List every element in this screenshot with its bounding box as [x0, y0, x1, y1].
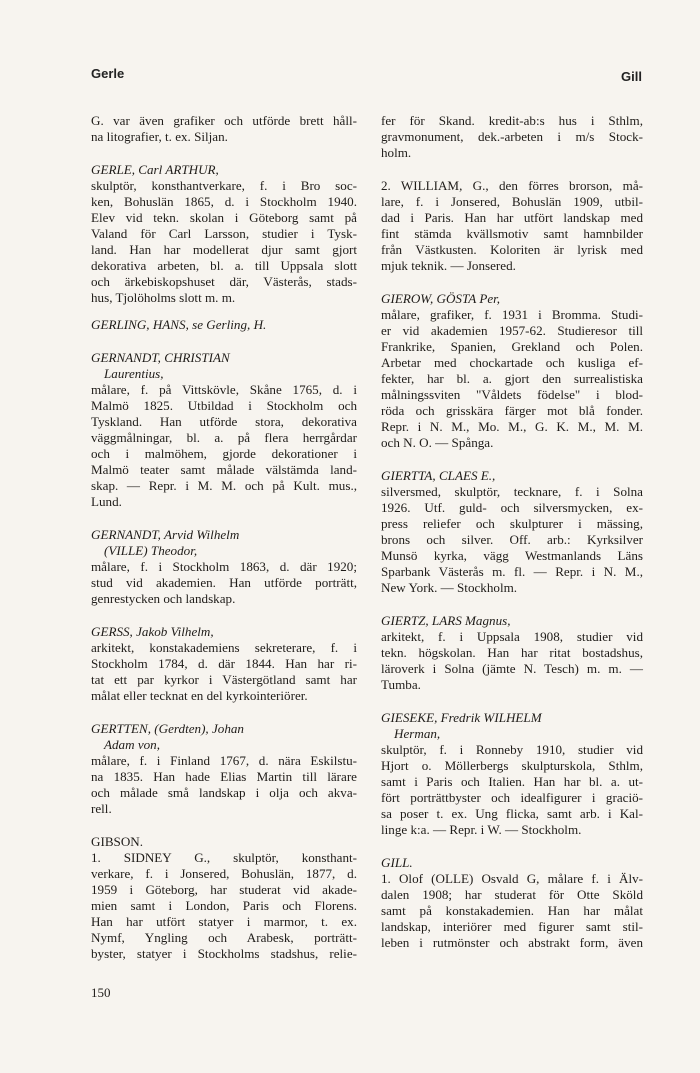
text-line: linge k:a. — Repr. i W. — Stockholm. — [381, 822, 582, 837]
text-line: 1. SIDNEY G., skulptör, konsthant- — [91, 850, 357, 865]
left-column — [91, 113, 357, 962]
text-line: 1. Olof (OLLE) Osvald G, målare f. i Älv- — [381, 871, 643, 886]
text-line: och målade små landskap i olja och akva- — [91, 785, 357, 800]
text-line: brons och silver. Off. arb.: Kyrksilver — [381, 532, 643, 547]
entry-heading: GIEROW, GÖSTA Per, — [381, 291, 501, 306]
entry-heading: GIERTZ, LARS Magnus, — [381, 613, 511, 628]
text-line: läroverk i Solna (jämte N. Tesch) m. m. — — [381, 661, 643, 676]
text-line: holm. — [381, 145, 412, 160]
entry-heading: GERLING, HANS, se Gerling, H. — [91, 317, 267, 332]
text-line: och i malmöhem, gjorde dekorationer i — [91, 446, 357, 461]
page-number: 150 — [91, 985, 111, 1000]
text-line: fört porträttbyster och idealfigurer i graciö- — [381, 790, 643, 805]
text-line: Tumba. — [381, 677, 421, 692]
text-line: målare, f. i Finland 1767, d. nära Eskilstu- — [91, 753, 357, 768]
text-line: landskap, interiörer med figurer samt stil- — [381, 919, 643, 934]
text-line: Malmö 1825. Utbildad i Stockholm och — [91, 398, 357, 413]
text-line: samt i Paris och Italien. Han har bl. a. ut- — [381, 774, 643, 789]
text-line: gravmonument, dek.-arbeten i m/s Stock- — [381, 129, 643, 144]
entry-heading: GILL. — [381, 855, 413, 870]
text-line: Valand för Carl Larsson, studier i Tysk- — [91, 226, 357, 241]
text-line: land. Han har modellerat djur samt gjort — [91, 242, 357, 257]
text-line: G. var även grafiker och utförde brett håll- — [91, 113, 357, 128]
entry-heading: (VILLE) Theodor, — [104, 543, 198, 558]
entry-heading: GERNANDT, CHRISTIAN — [91, 350, 230, 365]
entry-heading: Herman, — [394, 726, 441, 741]
text-line: och ärkebiskopshuset där, Västerås, stads- — [91, 274, 357, 289]
text-line: Repr. i N. M., Mo. M., G. K. M., M. M. — [381, 419, 643, 434]
text-line: dalen 1908; har studerat för Otte Sköld — [381, 887, 643, 902]
text-line: röda och grisskära färger mot blå fonder. — [381, 403, 643, 418]
text-line: mien samt i London, Paris och Florens. — [91, 898, 357, 913]
text-line: 1959 i Göteborg, har studerat vid akade- — [91, 882, 357, 897]
text-line: ken, Bohuslän 1865, d. i Stockholm 1940. — [91, 194, 357, 209]
text-line: målare, f. i Stockholm 1863, d. där 1920; — [91, 559, 357, 574]
text-line: Nymf, Yngling och Arabesk, porträtt- — [91, 930, 357, 945]
text-line: arkitekt, f. i Uppsala 1908, studier vid — [381, 629, 643, 644]
text-line: fer för Skand. kredit-ab:s hus i Sthlm, — [381, 113, 643, 128]
entry-heading: Laurentius, — [104, 366, 164, 381]
text-line: er vid akademien 1957-62. Studieresor till — [381, 323, 643, 338]
text-line: från Västkusten. Koloriten är lyrisk med — [381, 242, 643, 257]
text-line: verkare, f. i Jonsered, Bohuslän, 1877, d. — [91, 866, 357, 881]
text-line: Elev vid tekn. skolan i Göteborg samt på — [91, 210, 357, 225]
text-line: stud vid akademien. Han utförde porträtt, — [91, 575, 357, 590]
text-line: Munsö kyrka, vägg Westmanlands Läns — [381, 548, 643, 563]
text-line: dad i Paris. Han har utfört landskap med — [381, 210, 643, 225]
right-column — [381, 113, 643, 951]
text-line: fekter, har bl. a. gjort den surrealistiska — [381, 371, 643, 386]
running-header-right: Gill — [621, 69, 642, 84]
text-line: lare, f. i Jonsered, Bohuslän 1909, utbil- — [381, 194, 643, 209]
text-line: målare, f. på Vittskövle, Skåne 1765, d. i — [91, 382, 357, 397]
text-line: silversmed, skulptör, tecknare, f. i Solna — [381, 484, 643, 499]
text-line: na 1835. Han hade Elias Martin till lärare — [91, 769, 357, 784]
text-line: arkitekt, konstakademiens sekreterare, f. i — [91, 640, 357, 655]
text-line: målat eller tecknat en del kyrkointeriörer. — [91, 688, 308, 703]
text-line: na litografier, t. ex. Siljan. — [91, 129, 228, 144]
text-line: Malmö teater samt målade välstämda land- — [91, 462, 357, 477]
text-line: dekorativa arbeten, bl. a. till Uppsala slott — [91, 258, 357, 273]
entry-heading: GERNANDT, Arvid Wilhelm — [91, 527, 240, 542]
text-line: Arbetar med chockartade och kusliga ef- — [381, 355, 643, 370]
text-line: Frankrike, Spanien, Grekland och Polen. — [381, 339, 643, 354]
text-line: Lund. — [91, 494, 122, 509]
entry-heading: GERLE, Carl ARTHUR, — [91, 162, 219, 177]
text-line: samt på konstakademien. Han har målat — [381, 903, 643, 918]
text-line: sa poser t. ex. Ung flicka, samt arb. i Kal- — [381, 806, 643, 821]
text-line: hus, Tjolöholms slott m. m. — [91, 290, 236, 305]
text-line: New York. — Stockholm. — [381, 580, 518, 595]
text-line: Tyskland. Han utförde stora, dekorativa — [91, 414, 357, 429]
entry-heading: GIESEKE, Fredrik WILHELM — [381, 710, 542, 725]
text-line: och N. O. — Spånga. — [381, 435, 494, 450]
text-line: press reliefer och skulpturer i mässing, — [381, 516, 643, 531]
text-line: 1926. Utf. guld- och silversmycken, ex- — [381, 500, 643, 515]
text-line: 2. WILLIAM, G., den förres brorson, må- — [381, 178, 643, 193]
text-line: Sparbank Västerås m. fl. — Repr. i N. M., — [381, 564, 643, 579]
text-line: skulptör, f. i Ronneby 1910, studier vid — [381, 742, 643, 757]
entry-heading: GIERTTA, CLAES E., — [381, 468, 496, 483]
text-line: Hjort o. Möllerbergs skulpturskola, Sthlm, — [381, 758, 643, 773]
text-line: genrestycken och landskap. — [91, 591, 236, 606]
text-line: målare, grafiker, f. 1931 i Bromma. Studi- — [381, 307, 643, 322]
entry-heading: GERTTEN, (Gerdten), Johan — [91, 721, 244, 736]
text-line: skap. — Repr. i M. M. och på Kult. mus., — [91, 478, 357, 493]
entry-heading: GIBSON. — [91, 834, 144, 849]
text-line: byster, statyer i Stockholms stadshus, relie- — [91, 946, 357, 961]
text-line: rell. — [91, 801, 112, 816]
running-header-left: Gerle — [91, 66, 125, 81]
text-line: skulptör, konsthantverkare, f. i Bro soc- — [91, 178, 357, 193]
text-line: fint stämda kvällsmotiv samt hamnbilder — [381, 226, 643, 241]
entry-heading: GERSS, Jakob Vilhelm, — [91, 624, 214, 639]
text-line: leben i rutmönster och abstrakt form, även — [381, 935, 643, 950]
text-line: tat ett par kyrkor i Västergötland samt har — [91, 672, 357, 687]
text-line: tekn. högskolan. Han har ritat bostadshus, — [381, 645, 643, 660]
text-line: Han har utfört statyer i marmor, t. ex. — [91, 914, 357, 929]
text-line: målningssviten "Våldets födelse" i blod- — [381, 387, 643, 402]
text-line: väggmålningar, bl. a. på flera herrgårdar — [91, 430, 357, 445]
entry-heading: Adam von, — [104, 737, 161, 752]
text-line: mjuk teknik. — Jonsered. — [381, 258, 516, 273]
text-line: Stockholm 1784, d. där 1844. Han har ri- — [91, 656, 357, 671]
